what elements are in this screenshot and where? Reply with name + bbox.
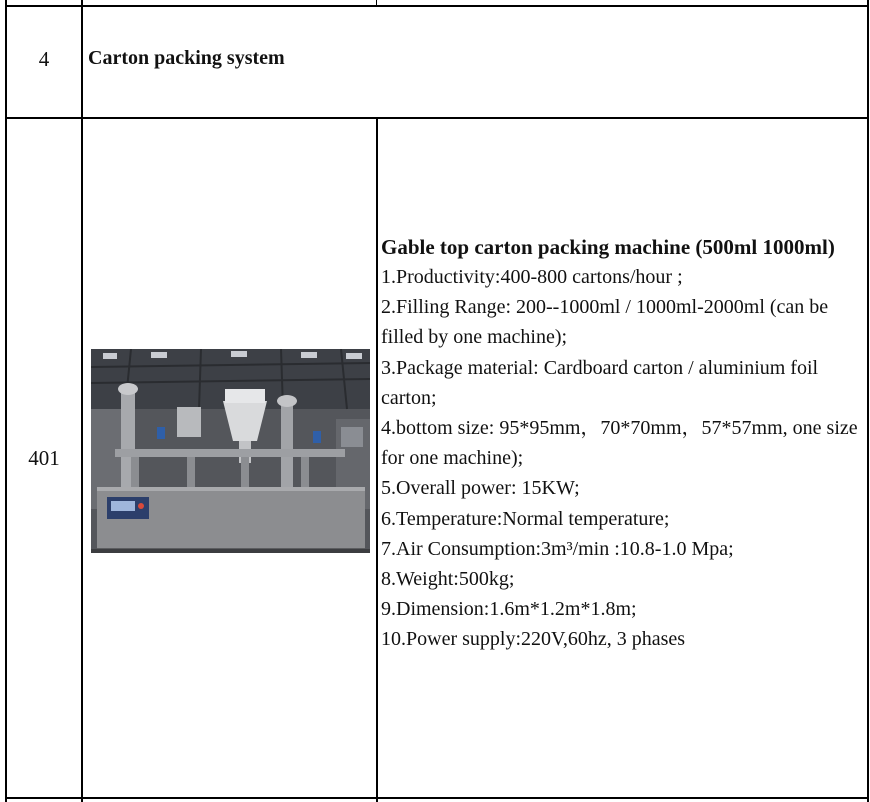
section-title: Carton packing system — [88, 47, 285, 69]
spec-item: 4.bottom size: 95*95mm，70*70mm，57*57mm, one size for one machine); — [381, 417, 858, 470]
spec-item: 5.Overall power: 15KW; — [381, 477, 580, 500]
machine-heading: Gable top carton packing machine (500ml 1000ml) — [381, 235, 835, 259]
table-left-border — [5, 0, 7, 802]
spec-item: 9.Dimension:1.6m*1.2m*1.8m; — [381, 598, 637, 621]
spec-item: 1.Productivity:400-800 cartons/hour ; — [381, 266, 683, 288]
spec-block — [381, 232, 867, 655]
table-col-divider-2 — [376, 119, 378, 802]
spec-item: 3.Package material: Cardboard carton / aluminium foil carton; — [381, 356, 819, 409]
table-right-border — [867, 0, 869, 802]
spec-item: 2.Filling Range: 200--1000ml / 1000ml-2000ml (can be filled by one machine); — [381, 296, 829, 349]
table-row-border-1 — [5, 117, 869, 119]
machine-photo — [91, 349, 370, 553]
spec-item: 7.Air Consumption:3m³/min :10.8-1.0 Mpa; — [381, 537, 734, 560]
spec-item: 6.Temperature:Normal temperature; — [381, 507, 670, 530]
table-col-divider-1 — [81, 0, 83, 802]
row-index: 4 — [38, 47, 50, 71]
table-row-border-top — [5, 5, 869, 7]
spec-item: 10.Power supply:220V,60hz, 3 phases — [381, 628, 686, 651]
table-row-border-bottom — [5, 797, 869, 799]
row-index: 401 — [28, 446, 60, 470]
spec-item: 8.Weight:500kg; — [381, 568, 515, 591]
